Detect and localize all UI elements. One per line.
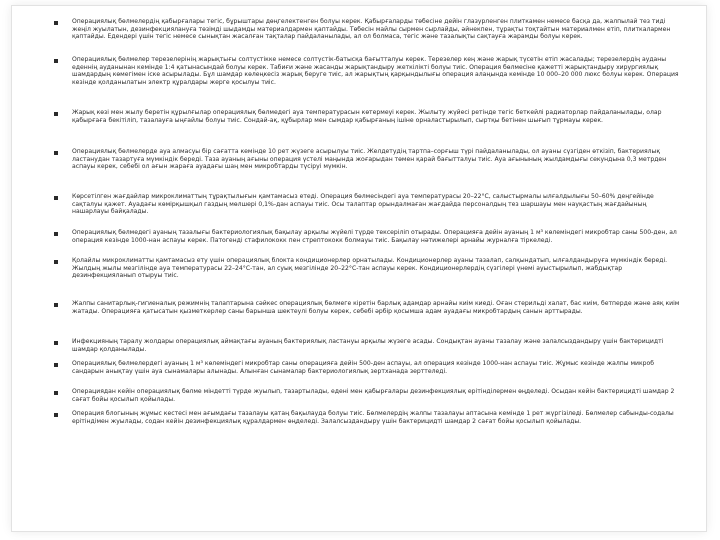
square-bullet-icon <box>54 112 58 116</box>
paragraph-text: Операциялық бөлмелерде ауа алмасуы бір сағатта кемінде 10 рет жүзеге асырылуы тиіс. Желдетудің тартпа–сорғыш түрі пайдаланылады, ол ауаны сүзгіден өткізіп, бактериялық ластанудан тазартуға мүмкіндік береді. Таза ауаның ағыны операция үстелі маңында жоғарыдан төмен қарай бағытталуы тиіс. Ауа ағынының жылдамдығы секундына 0,3 метрден аспауы керек, себебі ол ағын жараға ауадағы шаң мен микробтарды түсіруі мүмкін. <box>72 148 667 171</box>
square-bullet-icon <box>54 363 58 367</box>
square-bullet-icon <box>54 303 58 307</box>
paragraph-text: Операциялық бөлмедегі ауаның тазалығы бактериологиялық бақылау арқылы жүйелі түрде тексеріліп отырады. Операцияға дейін ауаның 1 м³ көлеміндегі микробтар саны 500-ден, ал операция кезінде 1000-нан аспауы керек. Патогенді стафилококк пен стрептококк болмауы тиіс. Бақылау нәтижелері арнайы журналға тіркеледі. <box>72 229 677 244</box>
square-bullet-icon <box>54 196 58 200</box>
paragraph-text: Операциялық бөлмелердегі ауаның 1 м³ көлеміндегі микробтар саны операцияға дейін 500-ден аспауы, ал операция кезінде 1000-нан аспауы тиіс. Жұмыс кезінде жалпы микроб сандарын анықтау үшін ауа сынамалары алынады. Алынған сынамалар бактериологиялық зертханада зерттеледі. <box>72 360 655 375</box>
document-page <box>12 6 706 531</box>
paragraph-text: Операциялық бөлмелердің қабырғалары тегіс, бұрыштары дөңгелектенген болуы керек. Қабырғаларды төбесіне дейін глазурленген плиткамен немесе басқа да, жалпылай тез тиді жеңіл жуылатын, дезинфекциялануға төзімді шыдамды материалдармен қаптайды. Төбесін майлы сырмен сырлайды, әйнекпен, тұрақты тоқтайтын материалмен етіп, плиткалармен қаптайды. Едендері үшін тегіс немесе сынықтан жасалған тақталар пайдаланылады, ал ол болмаса, тегіс және тазалықты сақтауға жарамды болуы керек. <box>72 18 671 41</box>
square-bullet-icon <box>54 391 58 395</box>
paragraph-text: Операция блогының жұмыс кестесі мен ағымдағы тазалауы қатаң бақылауда болуы тиіс. Бөлмелердің жалпы тазалауы аптасына кемінде 1 рет жүргізіледі. Бөлмелер сабынды-содалы ерітіндімен жуылады, содан кейін дезинфекциялық құралдармен өңделеді. Залалсыздандыру үшін бактерицидті шамдар 2 сағат бойы қосылып қойылады. <box>72 410 674 425</box>
square-bullet-icon <box>54 59 58 63</box>
paragraph-text: Көрсетілген жағдайлар микроклиматтың тұрақтылығын қамтамасыз етеді. Операция бөлмесіндегі ауа температурасы 20–22°С, салыстырмалы ылғалдылығы 50–60% деңгейінде сақталуы қажет. Ауадағы көмірқышқыл газдың мөлшері 0,1%-дан аспауы тиіс. Осы талаптар орындалмаған жағдайда персоналдың тез шаршауы мен науқастың жағдайының нашарлауы байқалады. <box>72 193 654 216</box>
square-bullet-icon <box>54 21 58 25</box>
paragraph-text: Қолайлы микроклиматты қамтамасыз ету үшін операциялық блокта кондиционерлер орнатылады. Кондиционерлер ауаны тазалап, салқындатып, ылғалдандыруға мүмкіндік береді. Жылдың жылы мезгілінде ауа температурасы 22–24°С-тан, ал суық мезгілінде 20–22°С-тан аспауы керек. Кондиционерлердің сүзгілері үнемі ауыстырылып, жабдықтар дезинфекцияланып отыруы тиіс. <box>72 257 668 280</box>
bullet-list <box>12 6 706 531</box>
paragraph-text: Операциядан кейін операциялық бөлме міндетті түрде жуылып, тазартылады, едені мен қабырғалары дезинфекциялық ерітінділермен өңделеді. Осыдан кейін бактерицидті шамдар 2 сағат бойы қосылып қойылады. <box>72 388 675 403</box>
square-bullet-icon <box>54 151 58 155</box>
paragraph-text: Операциялық бөлмелер терезелерінің жарықтығы солтүстікке немесе солтүстік-батысқа бағытталуы керек. Терезелер кең және жарық түсетін етіп жасалады; терезелердің ауданы еденнің ауданынан кемінде 1:4 қатынасындай болуы керек. Табиғи және жасанды жарықтандыру жеткілікті болуы тиіс. Операция бөлмесіне қажетті жарықтандыру хирургиялық шамдардың көмегімен іске асырылады. Бұл шамдар көлеңкесіз жарық беруге тиіс, ал жарықтың қарқындылығы операция алаңында кемінде 10 000–20 000 люкс болуы керек. Операция кезінде қолданылатын электр құралдары жерге қосылуы тиіс. <box>72 56 679 86</box>
square-bullet-icon <box>54 260 58 264</box>
square-bullet-icon <box>54 341 58 345</box>
square-bullet-icon <box>54 413 58 417</box>
square-bullet-icon <box>54 232 58 236</box>
paragraph-text: Жарық көзі мен жылу беретін құрылғылар операциялық бөлмедегі ауа температурасын көтермеуі керек. Жылыту жүйесі ретінде тегіс беткейлі радиаторлар пайдаланылады, олар қабырғаға бекітіліп, тазалауға ыңғайлы болуы тиіс. Сондай-ақ, құбырлар мен сымдар қабырғаның ішіне орналастырылып, сыртқы бетінен шығып тұрмауы керек. <box>72 109 662 124</box>
paragraph-text: Жалпы санитарлық-гигиеналық режимнің талаптарына сәйкес операциялық бөлмеге кіретін барлық адамдар арнайы киім киеді. Оған стерильді халат, бас киім, бетперде және аяқ киім жатады. Операцияға қатысатын қызметкерлер саны барынша шектеулі болуы керек, себебі әрбір қосымша адам ауадағы микробтардың санын арттырады. <box>72 300 680 315</box>
paragraph-text: Инфекцияның таралу жолдары операциялық аймақтағы ауаның бактериялық ластануы арқылы жүзеге асады. Сондықтан ауаны тазалау және залалсыздандыру үшін бактерицидті шамдар қолданылады. <box>72 338 664 353</box>
